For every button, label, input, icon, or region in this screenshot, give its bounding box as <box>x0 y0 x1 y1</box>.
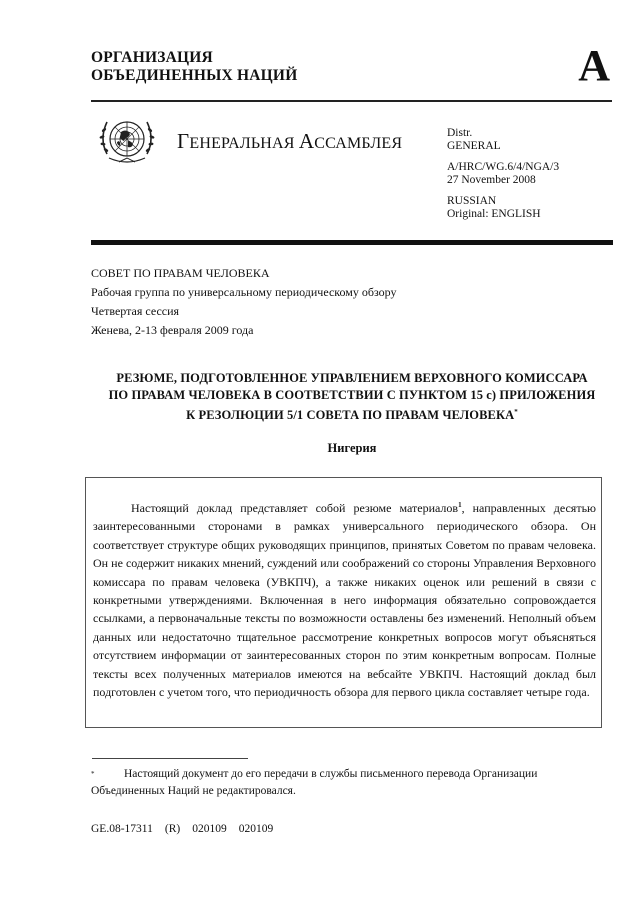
footnote-mark: * <box>91 770 95 778</box>
org-line-2: ОБЪЕДИНЕННЫХ НАЦИЙ <box>91 67 298 84</box>
document-number: GE.08-17311 (R) 020109 020109 <box>91 823 274 835</box>
document-metadata <box>447 127 559 229</box>
footnote <box>91 766 613 800</box>
metadata-divider <box>91 240 613 245</box>
title-footnote-mark[interactable]: * <box>514 408 518 416</box>
country-name: Нигерия <box>327 441 377 455</box>
document-date: 27 November 2008 <box>447 174 536 186</box>
session-place-date: Женева, 2-13 февраля 2009 года <box>91 323 254 337</box>
general-assembly-title: ГЕНЕРАЛЬНАЯ АССАМБЛЕЯ <box>177 129 403 153</box>
council-session-info <box>91 264 397 340</box>
session: Четвертая сессия <box>91 304 180 318</box>
distr-value: GENERAL <box>447 140 501 152</box>
document-symbol: A/HRC/WG.6/4/NGA/3 <box>447 161 560 173</box>
series-letter: A <box>578 41 610 90</box>
summary-text: Настоящий доклад представляет собой резюме материалов$^1$, направленных десятью заинтересованными сторонами в рамках универсального периодического обзора. Он соответствует структуре общих руководящих принципов, принятых Советом по правам человека. Он не содержит никаких мнений, суждений или соображений со стороны Управления Верховного комиссара по правам человека (УВКПЧ), а также никаких оценок или решений в связи с конкретными утверждениями. Включенная в него информация обязательно сопровождается ссылками, а первоначальные тексты по возможности оставлены без изменений. Неполный объем данных или недостаточно тщательное рассмотрение конкретных вопросов могут объясняться отсутствием информации от заинтересованных сторон по этим конкретным вопросам. Полные тексты всех полученных материалов имеются на вебсайте УВКПЧ. Настоящий доклад был подготовлен с учетом того, что периодичность обзора для первого цикла составляет четыре года. <box>93 501 597 700</box>
organization-name <box>91 49 297 85</box>
summary-box <box>85 477 602 728</box>
footnote-ref-1[interactable]: 1 <box>458 501 462 509</box>
original-language: Original: ENGLISH <box>447 208 541 220</box>
footnote-divider <box>92 758 248 759</box>
document-title: РЕЗЮМЕ, ПОДГОТОВЛЕННОЕ УПРАВЛЕНИЕМ ВЕРХОВНОГО КОМИССАРА ПО ПРАВАМ ЧЕЛОВЕКА В СООТВЕТСТВИИ С ПУНКТОМ 15 с) ПРИЛОЖЕНИЯ К РЕЗОЛЮЦИИ 5/1 СОВЕТА ПО ПРАВАМ ЧЕЛОВЕКА* <box>108 371 596 423</box>
header-divider <box>91 100 612 102</box>
un-emblem-icon <box>97 112 157 170</box>
document-language: RUSSIAN <box>447 195 497 207</box>
council-name: СОВЕТ ПО ПРАВАМ ЧЕЛОВЕКА <box>91 266 270 280</box>
distr-label: Distr. <box>447 127 473 139</box>
org-line-1: ОРГАНИЗАЦИЯ <box>91 49 213 66</box>
working-group: Рабочая группа по универсальному периодическому обзору <box>91 285 397 299</box>
footnote-text: Настоящий документ до его передачи в службы письменного перевода Организации Объединенных Наций не редактировался. <box>91 768 538 797</box>
